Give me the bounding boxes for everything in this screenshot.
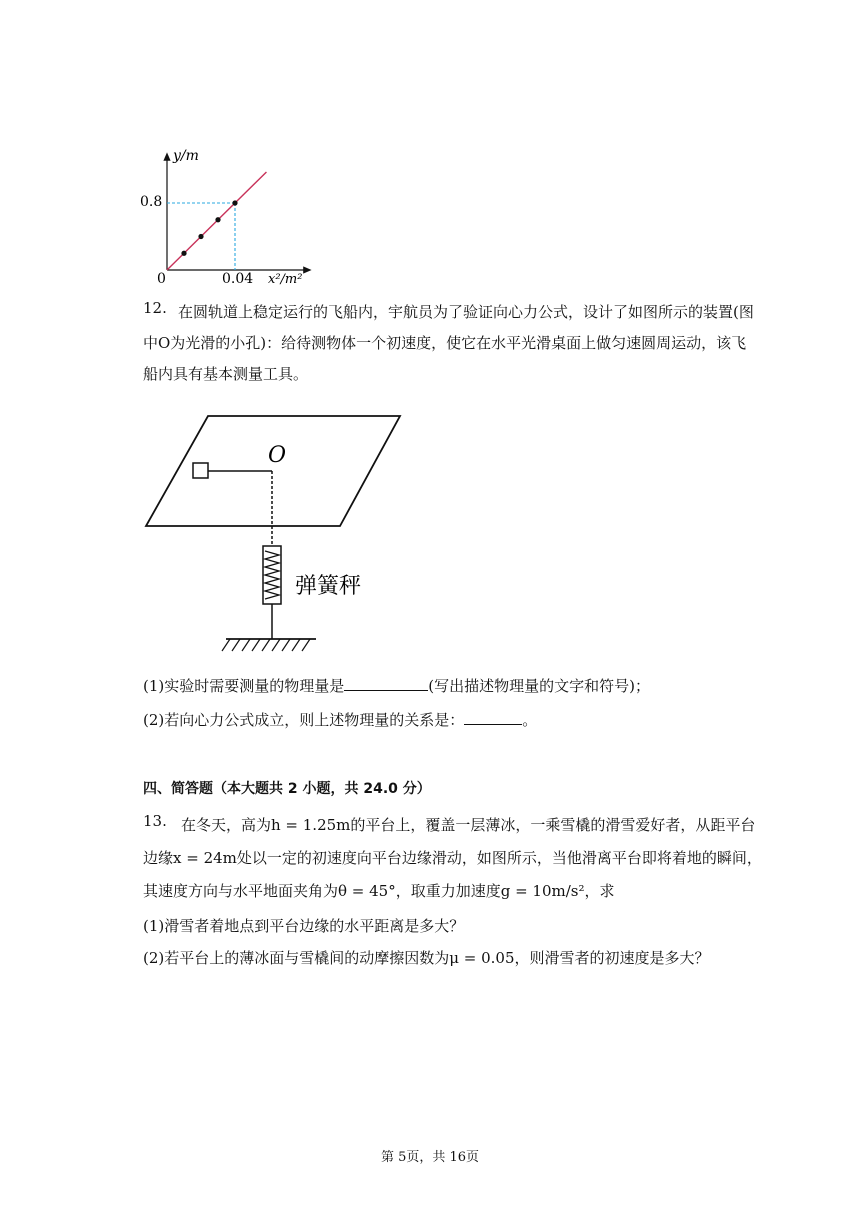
q13-number: 13. — [143, 812, 167, 830]
y-tick-label: 0.8 — [140, 194, 163, 210]
data-point-2 — [198, 234, 203, 239]
q13-line1: 在冬天，高为h = 1.25m的平台上，覆盖一层薄冰，一乘雪橇的滑雪爱好者，从距平台 — [181, 816, 756, 834]
q12-part2-suffix: 。 — [522, 711, 538, 729]
q12-number: 12. — [143, 299, 167, 317]
y-vs-x2-graph — [130, 140, 330, 290]
object-block — [193, 463, 208, 478]
q13-part2: (2)若平台上的薄冰面与雪橇间的动摩擦因数为μ = 0.05，则滑雪者的初速度是多大？ — [143, 949, 710, 967]
q12-line1: 在圆轨道上稳定运行的飞船内，宇航员为了验证向心力公式，设计了如图所示的装置(图 — [178, 303, 754, 321]
ground-hatching — [222, 639, 310, 651]
x-tick-label: 0.04 — [222, 271, 254, 287]
q12-part1 — [143, 671, 843, 701]
spring-scale-label: 弹簧秤 — [295, 574, 362, 599]
q13-line2: 边缘x = 24m处以一定的初速度向平台边缘滑动，如图所示，当他滑离平台即将着地的瞬间， — [143, 849, 762, 867]
q12-part1-blank[interactable] — [344, 672, 428, 691]
q13-line3: 其速度方向与水平地面夹角为θ = 45°，取重力加速度g = 10m/s²，求 — [143, 882, 615, 900]
apparatus-figure — [140, 408, 410, 658]
q13-part1: (1)滑雪者着地点到平台边缘的水平距离是多大？ — [143, 917, 465, 935]
q12-part2-prefix: (2)若向心力公式成立，则上述物理量的关系是： — [143, 711, 465, 729]
hole-o-label: O — [268, 443, 287, 468]
q12-part2-blank[interactable] — [464, 706, 522, 725]
data-point-1 — [181, 251, 186, 256]
section-heading: 四、简答题（本大题共 2 小题，共 24.0 分） — [143, 781, 431, 797]
origin-label: 0 — [157, 271, 166, 287]
table-plane — [146, 416, 400, 526]
page-footer: 第 5页，共 16页 — [380, 1150, 480, 1165]
spring-coil — [265, 551, 279, 599]
q12-line3: 船内具有基本测量工具。 — [143, 365, 309, 383]
q12-part2 — [143, 705, 843, 735]
data-point-3 — [215, 217, 220, 222]
q12-part1-prefix: (1)实验时需要测量的物理量是 — [143, 677, 345, 695]
q12-line2: 中O为光滑的小孔)：给待测物体一个初速度，使它在水平光滑桌面上做匀速圆周运动，该飞 — [143, 334, 747, 352]
q12-part1-suffix: (写出描述物理量的文字和符号)； — [428, 677, 650, 695]
x-axis-label: x²/m² — [268, 272, 303, 287]
y-axis-label: y/m — [173, 148, 199, 164]
data-point-4 — [232, 200, 237, 205]
